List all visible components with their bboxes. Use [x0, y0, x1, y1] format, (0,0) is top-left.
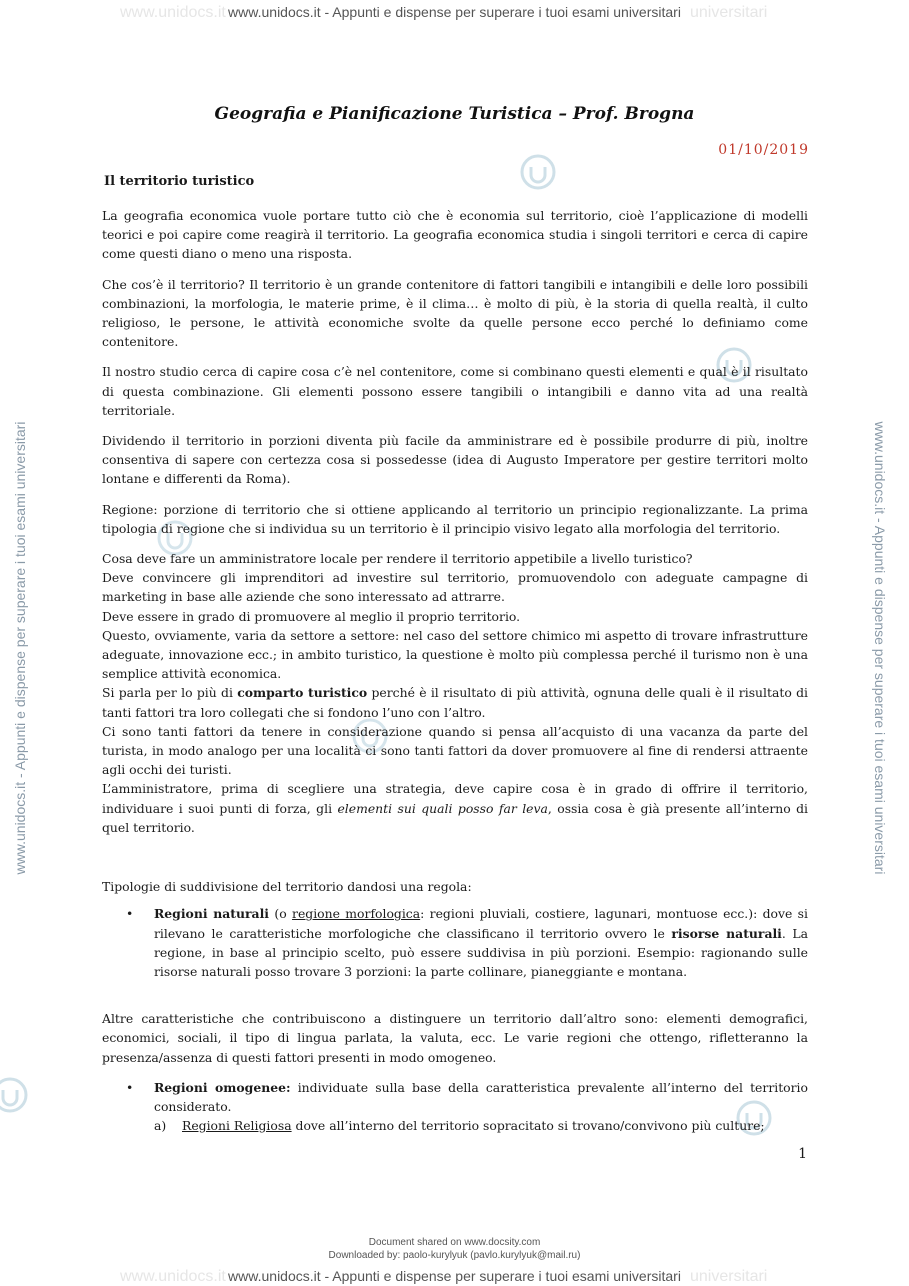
watermark-top: www.unidocs.it - Appunti e dispense per superare i tuoi esami universitari [228, 4, 681, 20]
page-number: 1 [798, 1146, 807, 1162]
document-date: 01/10/2019 [718, 142, 809, 158]
list-item: • Regioni naturali (o regione morfologica: regioni pluviali, costiere, lagunari, montuose ecc.): dove si rilevano le caratteristiche morfologiche che classificano il territorio ovvero le risorse naturali. La regione, in base al principio scelto, può essere suddivisa in più porzioni. Esempio: ragionando sulle risorse naturali posso trovare 3 porzioni: la parte collinare, pianeggiante e montana. [126, 906, 809, 979]
paragraph: Regione: porzione di territorio che si ottiene applicando al territorio un principio regionalizzante. La prima tipologia di regione che si individua su un territorio è il principio visivo legato alla morfologia del territorio. [102, 501, 808, 536]
bullet-list [102, 904, 808, 981]
paragraph-line: Si parla per lo più di comparto turistico perché è il risultato di più attività, ognuna delle quali è il risultato di tanti fattori tra loro collegati che si fondono l’uno con l’altro. [102, 685, 808, 720]
paragraph-line: L’amministratore, prima di scegliere una strategia, deve capire cosa è in grado di offrire il territorio, individuare i suoi punti di forza, gli elementi sui quali posso far leva, ossia cosa è già presente all’interno di quel territorio. [102, 781, 808, 835]
list-item: • Regioni omogenee: individuate sulla base della caratteristica prevalente all’interno del territorio considerato. [126, 1079, 808, 1114]
paragraph-line: Ci sono tanti fattori da tenere in considerazione quando si pensa all’acquisto di una vacanza da parte del turista, in modo analogo per una località ci sono tanti fattori da dover promuovere al fine di rendersi attraente agli occhi dei turisti. [102, 723, 808, 778]
paragraph-line: Deve essere in grado di promuovere al meglio il proprio territorio. [102, 608, 521, 624]
paragraph: Dividendo il territorio in porzioni diventa più facile da amministrare ed è possibile produrre di più, inoltre consentiva di sapere con certezza cosa si possedesse (idea di Augusto Imperatore per gestire territori molto lontane e differenti da Roma). [102, 433, 808, 487]
paragraph-line: Questo, ovviamente, varia da settore a settore: nel caso del settore chimico mi aspetto di trovare infrastrutture adeguate, innovazione ecc.; in ambito turistico, la questione è molto più complessa perché il turismo non è una semplice attività economica. [102, 627, 808, 682]
paragraph: Il nostro studio cerca di capire cosa c’è nel contenitore, come si combinano questi elementi e qual è il risultato di questa combinazione. Gli elementi possono essere tangibili o intangibili e danno vita ad una realtà territoriale. [102, 364, 808, 418]
bullet-icon: • [126, 1079, 134, 1095]
sub-list-label: a) [154, 1118, 167, 1134]
paragraph: Tipologie di suddivisione del territorio dandosi una regola: [102, 879, 472, 895]
bold-term: comparto turistico [237, 685, 368, 701]
paragraph: Altre caratteristiche che contribuiscono a distinguere un territorio dall’altro sono: elementi demografici, economici, sociali, il tipo di lingua parlata, la valuta, ecc. Le varie regioni che ottengo, rifletteranno la presenza/assenza di questi fattori presenti in modo omogeneo. [102, 1011, 808, 1065]
paragraph: Che cos’è il territorio? Il territorio è un grande contenitore di fattori tangibili e intangibili e delle loro possibili combinazioni, la morfologia, le materie prime, è il clima… è molto di più, è la storia di quella realtà, il culto religioso, le persone, le attività economiche svolte da quelle persone ecco perché lo definiamo come contenitore. [102, 276, 808, 350]
bullet-icon: • [126, 906, 134, 922]
document-title: Geografia e Pianificazione Turistica – Prof. Brogna [214, 104, 695, 124]
paragraph: La geografia economica vuole portare tutto ciò che è economia sul territorio, cioè l’applicazione di modelli teorici e poi capire come reagirà il territorio. La geografia economica studia i singoli territori e cerca di capire come questi diano o meno una risposta. [102, 208, 808, 262]
watermark-side-right: www.unidocs.it - Appunti e dispense per superare i tuoi esami universitari [872, 421, 888, 875]
italic-term: elementi sui quali posso far leva [337, 800, 548, 816]
docsity-footer: Document shared on www.docsity.com Downloaded by: paolo-kurylyuk (pavlo.kurylyuk@mail.ru) [328, 1237, 581, 1261]
sub-list-item: a) Regioni Religiosa dove all’interno del territorio sopracitato si trovano/convivono più culture; [102, 1116, 808, 1135]
bullet-list [102, 1078, 808, 1116]
section-title: Il territorio turistico [104, 174, 255, 189]
paragraph-line: Cosa deve fare un amministratore locale per rendere il territorio appetibile a livello turistico? [102, 551, 693, 567]
unidocs-logo-icon [0, 1075, 30, 1115]
watermark-ghost-right: universitari [690, 1268, 768, 1285]
paragraph-block [102, 549, 808, 837]
watermark-side-left: www.unidocs.it - Appunti e dispense per superare i tuoi esami universitari [12, 421, 28, 875]
watermark-bottom: www.unidocs.it - Appunti e dispense per superare i tuoi esami universitari [228, 1268, 681, 1284]
document-body [102, 206, 808, 1135]
paragraph-line: Deve convincere gli imprenditori ad investire sul territorio, promuovendolo con adeguate campagne di marketing in base alle aziende che sono interessato ad attrarre. [102, 570, 808, 605]
watermark-ghost-left: www.unidocs.it [120, 1268, 226, 1285]
watermark-ghost-right: universitari [690, 4, 768, 21]
watermark-ghost-left: www.unidocs.it [120, 4, 226, 21]
unidocs-logo-icon [518, 152, 558, 192]
